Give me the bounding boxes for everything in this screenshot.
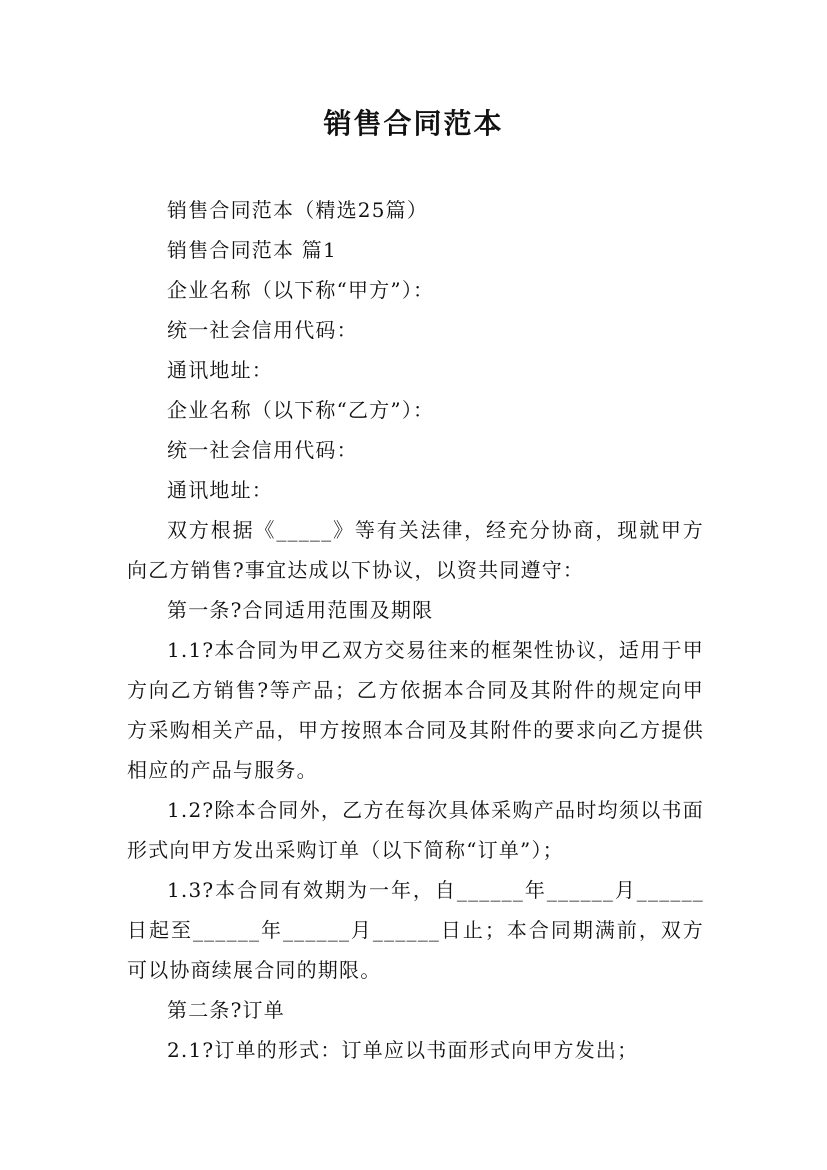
paragraph-collection-heading: 销售合同范本（精选25篇）: [167, 198, 429, 222]
paragraph-section-2-heading: 第二条?订单: [167, 998, 285, 1022]
paragraph-section-1-heading: 第一条?合同适用范围及期限: [167, 598, 434, 622]
paragraph-preamble: 双方根据《_____》等有关法律，经充分协商，现就甲方向乙方销售?事宜达成以下协议，以资共同遵守：: [127, 518, 704, 582]
paragraph-party-a-credit-code: 统一社会信用代码：: [167, 318, 358, 342]
paragraph-party-b-credit-code: 统一社会信用代码：: [167, 438, 358, 462]
paragraph-article-heading: 销售合同范本 篇1: [167, 238, 337, 262]
document-body: [127, 190, 704, 1070]
paragraph-party-b-name: 企业名称（以下称“乙方”）：: [167, 398, 435, 422]
document-title: 销售合同范本: [323, 107, 504, 140]
paragraph-party-a-address: 通讯地址：: [167, 358, 273, 382]
paragraph-party-b-address: 通讯地址：: [167, 478, 273, 502]
paragraph-party-a-name: 企业名称（以下称“甲方”）：: [167, 278, 435, 302]
paragraph-clause-1-3: 1.3?本合同有效期为一年，自______年______月______日起至______年______月______日止；本合同期满前，双方可以协商续展合同的期限。: [127, 878, 704, 982]
paragraph-clause-1-2: 1.2?除本合同外，乙方在每次具体采购产品时均须以书面形式向甲方发出采购订单（以下简称“订单”）；: [127, 798, 704, 862]
paragraph-clause-2-1: 2.1?订单的形式：订单应以书面形式向甲方发出；: [167, 1038, 639, 1062]
paragraph-clause-1-1: 1.1?本合同为甲乙双方交易往来的框架性协议，适用于甲方向乙方销售?等产品；乙方依据本合同及其附件的规定向甲方采购相关产品，甲方按照本合同及其附件的要求向乙方提供相应的产品与服务。: [127, 638, 704, 782]
